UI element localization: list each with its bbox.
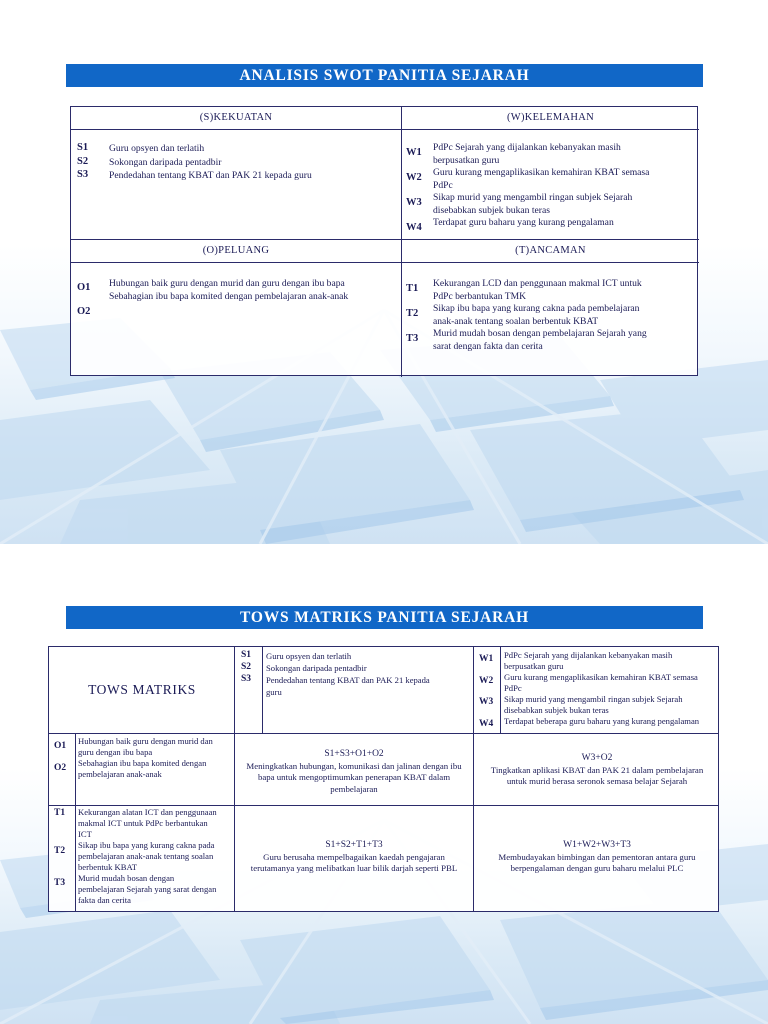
- threat-line: Sikap ibu bapa yang kurang cakna pada pembelajaran: [433, 303, 640, 314]
- weaknesses-heading: (W)KELEMAHAN: [507, 112, 594, 123]
- w-line: Sikap murid yang mengambil ringan subjek Sejarah: [504, 694, 683, 704]
- threat-line: sarat dengan fakta dan cerita: [433, 340, 543, 352]
- o-line: Sebahagian ibu bapa komited dengan: [78, 758, 207, 768]
- code-t2: T2: [54, 846, 66, 856]
- st-formula: S1+S2+T1+T3: [325, 840, 383, 850]
- o-line: guru dengan ibu bapa: [78, 747, 153, 757]
- so-line: pembelajaran: [330, 783, 378, 794]
- tows-t-codes: [54, 807, 65, 889]
- so-formula: S1+S3+O1+O2: [324, 749, 384, 759]
- code-s1: S1: [77, 142, 89, 153]
- heading-divider: [71, 129, 401, 130]
- tows-matrix: [48, 646, 719, 912]
- t-line: makmal ICT untuk PdPc berbantukan: [78, 818, 208, 828]
- wt-strategy: [476, 840, 718, 875]
- tows-t-list: [78, 807, 230, 906]
- tows-title-banner: TOWS MATRIKS PANITIA SEJARAH: [66, 606, 703, 629]
- heading-divider: [71, 262, 401, 263]
- swot-title-banner: ANALISIS SWOT PANITIA SEJARAH: [66, 64, 703, 87]
- weakness-line: PdPc Sejarah yang dijalankan kebanyakan masih: [433, 142, 621, 153]
- threats-heading: (T)ANCAMAN: [515, 245, 586, 256]
- code-w1: W1: [479, 654, 494, 664]
- t-line: pembelajaran Sejarah yang sarat dengan: [78, 884, 217, 894]
- threats-codes: [406, 276, 418, 351]
- code-s2: S2: [241, 662, 252, 672]
- opportunities-cell: [71, 240, 402, 377]
- opportunities-codes: [77, 276, 90, 324]
- t-line: Sikap ibu bapa yang kurang cakna pada: [78, 840, 215, 850]
- grid-line: [49, 805, 718, 806]
- opportunity-line: Sebahagian ibu bapa komited dengan pembelajaran anak-anak: [109, 290, 349, 302]
- heading-divider: [402, 129, 699, 130]
- code-s3: S3: [77, 169, 89, 180]
- o-line: pembelajaran anak-anak: [78, 769, 162, 779]
- grid-line: [49, 733, 718, 734]
- t-line: fakta dan cerita: [78, 895, 131, 905]
- strengths-list: [109, 142, 312, 183]
- strength-item: Guru opsyen dan terlatih: [109, 143, 205, 154]
- threat-line: anak-anak tentang soalan berbentuk KBAT: [433, 315, 599, 327]
- st-strategy: [237, 840, 471, 875]
- st-line: Guru berusaha mempelbagaikan kaedah pengajaran: [263, 852, 445, 863]
- grid-line: [75, 733, 76, 911]
- code-w1: W1: [406, 147, 422, 158]
- code-o2: O2: [77, 306, 91, 317]
- grid-line: [262, 647, 263, 733]
- swot-grid: [70, 106, 698, 376]
- w-line: PdPc Sejarah yang dijalankan kebanyakan masih: [504, 650, 673, 660]
- code-w4: W4: [406, 222, 422, 233]
- tows-w-codes: [479, 649, 493, 735]
- tows-s-codes: [241, 649, 251, 685]
- heading-divider: [402, 262, 699, 263]
- s-line: Pendedahan tentang KBAT dan PAK 21 kepada: [266, 675, 430, 685]
- so-strategy: [237, 749, 471, 795]
- opportunities-heading: (O)PELUANG: [202, 245, 270, 256]
- tows-o-list: [78, 736, 230, 780]
- s-line: Sokongan daripada pentadbir: [266, 663, 367, 673]
- wo-formula: W3+O2: [581, 753, 613, 763]
- o-line: Hubungan baik guru dengan murid dan: [78, 736, 213, 746]
- weakness-line: PdPc: [433, 179, 453, 191]
- code-s3: S3: [241, 674, 252, 684]
- w-line: disebabkan subjek bukan teras: [504, 705, 609, 715]
- code-s1: S1: [241, 650, 252, 660]
- threat-line: Kekurangan LCD dan penggunaan makmal ICT untuk: [433, 278, 642, 289]
- code-o2: O2: [54, 763, 67, 773]
- w-line: Terdapat beberapa guru baharu yang kurang pengalaman: [504, 716, 700, 726]
- so-line: Meningkatkan hubungan, komunikasi dan jalinan dengan ibu: [246, 761, 462, 772]
- wt-line: Membudayakan bimbingan dan pementoran antara guru: [498, 852, 696, 863]
- wo-line: Tingkatkan aplikasi KBAT dan PAK 21 dalam pembelajaran: [490, 765, 704, 776]
- grid-line: [473, 647, 474, 911]
- w-line: Guru kurang mengaplikasikan kemahiran KBAT semasa: [504, 672, 698, 682]
- wt-line: berpengalaman dengan guru baharu melalui PLC: [510, 863, 684, 874]
- code-w3: W3: [479, 697, 494, 707]
- tows-o-codes: [54, 735, 66, 779]
- t-line: ICT: [78, 829, 92, 839]
- weaknesses-cell: [402, 107, 699, 240]
- code-t1: T1: [406, 283, 419, 294]
- tows-w-list: [504, 650, 718, 727]
- code-t3: T3: [54, 878, 66, 888]
- threats-list: [433, 278, 647, 353]
- code-w3: W3: [406, 197, 422, 208]
- t-line: Kekurangan alatan ICT dan penggunaan: [78, 807, 217, 817]
- code-o1: O1: [77, 282, 91, 293]
- strength-item: Sokongan daripada pentadbir: [109, 156, 222, 168]
- weakness-line: berpusatkan guru: [433, 154, 500, 166]
- opportunities-list: [109, 278, 348, 303]
- so-line: bapa untuk mengoptimumkan penerapan KBAT dalam: [257, 772, 451, 783]
- wt-formula: W1+W2+W3+T3: [563, 840, 631, 850]
- t-line: Murid mudah bosan dengan: [78, 873, 175, 883]
- weakness-line: Guru kurang mengaplikasikan kemahiran KBAT semasa: [433, 167, 650, 178]
- weakness-line: Terdapat guru baharu yang kurang pengalaman: [433, 217, 614, 228]
- tows-s-list: [266, 650, 466, 698]
- strengths-cell: [71, 107, 402, 240]
- threats-cell: [402, 240, 699, 377]
- s-line: guru: [266, 687, 282, 697]
- weaknesses-codes: [406, 140, 422, 240]
- w-line: PdPc: [504, 683, 522, 693]
- strengths-heading: (S)KEKUATAN: [199, 112, 273, 123]
- grid-line: [500, 647, 501, 733]
- threat-line: Murid mudah bosan dengan pembelajaran Sejarah yang: [433, 328, 647, 339]
- opportunity-line: Hubungan baik guru dengan murid dan guru dengan ibu bapa: [109, 278, 345, 289]
- code-s2: S2: [77, 155, 89, 167]
- t-line: berbentuk KBAT: [78, 862, 137, 872]
- weakness-line: disebabkan subjek bukan teras: [433, 204, 550, 216]
- code-t1: T1: [54, 808, 66, 818]
- w-line: berpusatkan guru: [504, 661, 564, 671]
- s-line: Guru opsyen dan terlatih: [266, 651, 352, 661]
- code-t2: T2: [406, 308, 419, 319]
- code-w2: W2: [479, 675, 494, 686]
- code-o1: O1: [54, 741, 67, 751]
- strength-item: Pendedahan tentang KBAT dan PAK 21 kepada guru: [109, 170, 312, 181]
- code-w2: W2: [406, 172, 422, 183]
- code-t3: T3: [406, 333, 419, 344]
- code-w4: W4: [479, 718, 494, 729]
- weakness-line: Sikap murid yang mengambil ringan subjek Sejarah: [433, 192, 633, 203]
- tows-slide: [0, 560, 768, 1024]
- weaknesses-list: [433, 142, 649, 230]
- st-line: terutamanya yang melibatkan luar bilik darjah seperti PBL: [250, 863, 458, 874]
- strengths-codes: [77, 141, 88, 182]
- wo-strategy: [476, 753, 718, 788]
- tows-corner-label: TOWS MATRIKS: [88, 682, 196, 697]
- wo-line: untuk murid berasa seronok semasa belajar Sejarah: [506, 776, 688, 787]
- t-line: pembelajaran anak-anak tentang soalan: [78, 851, 214, 861]
- threat-line: PdPc berbantukan TMK: [433, 290, 527, 302]
